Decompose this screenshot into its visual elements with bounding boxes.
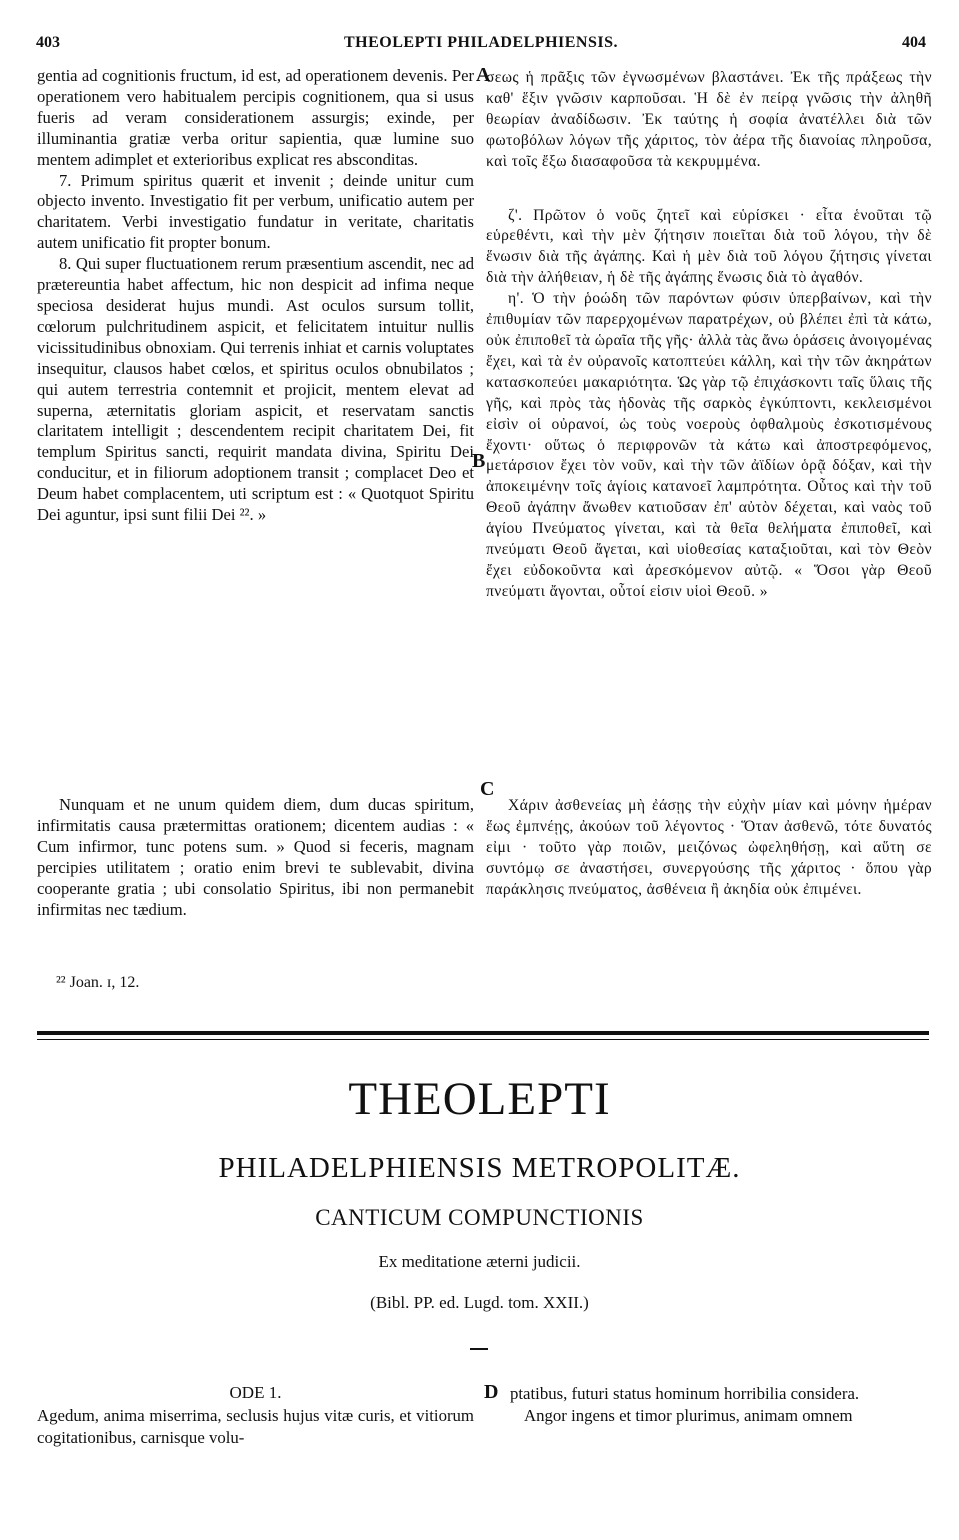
latin-paragraph-prayer: Nunquam et ne unum quidem diem, dum ducas spiritum, infirmitatis causa prætermittas orationem; dicentem audias : « Cum infirmor, tunc potens sum. » Quod si feceris, magnam percipies utilitatem ; oratio enim brevi te sublevabit, divina cooperante gratia ; ubi consolatio Spiritus, ibi non permanebit infirmitas nec tædium. — [37, 795, 474, 919]
greek-paragraph-7: ζ'. Πρῶτον ὁ νοῦς ζητεῖ καὶ εὑρίσκει · εἶτα ἑνοῦται τῷ εὑρεθέντι, καὶ τὴν μὲν ζήτησιν ποιεῖται διὰ τοῦ λόγου, τὴν δὲ ἕνωσιν διὰ τῆς ἀγάπης. Καὶ ἡ μὲν διὰ τοῦ λόγου ζήτησις γίνεται διὰ τὴν ἀλήθειαν, ἡ δὲ τῆς ἀγάπης ἕνωσις διὰ τὸ ἀγαθόν. — [486, 206, 932, 287]
title-subtitle-work: CANTICUM COMPUNCTIONIS — [315, 1205, 644, 1230]
margin-marker-d: D — [484, 1381, 499, 1403]
ode-heading: ODE 1. — [229, 1383, 282, 1402]
running-header — [36, 34, 926, 56]
section-rule-thin — [37, 1039, 929, 1040]
title-source-citation: (Bibl. PP. ed. Lugd. tom. XXII.) — [370, 1293, 589, 1312]
margin-marker-c: C — [480, 778, 495, 800]
title-subtitle-author: PHILADELPHIENSIS METROPOLITÆ. — [218, 1152, 741, 1184]
ode-latin-continuation — [510, 1383, 932, 1427]
latin-paragraph-8: 8. Qui super fluctuationem rerum præsentium ascendit, nec ad prætereuntia habet affectum, hic non despicit ad infima neque speciosa desiderat hujus mundi. Ast oculos sursum tollit, cœlorum pulchritudinem aspicit, et felicitatem intuitur nullis vicissitudinibus obnoxiam. Qui terrenis inhiat et carnis voluptates insequitur, clausos habet cœlos, et spiritus oculos obnubilatos ; qui autem terrestria contemnit et projicit, mentem elevat ad superna, æternitatis gloriam aspicit, et reservatam sanctis claritatem intelligit ; descendentem recipit charitatem Dei, fit templum Spiritus sancti, requirit mandata divina, Spiritu Dei conducitur, et in filiorum adoptionem transit ; complacet Deo et Deum habet complacentem, uti scriptum est : « Quotquot Spiritu Dei aguntur, ipsi sunt filii Dei ²². » — [37, 254, 474, 525]
ode-continuation-paragraph: Angor ingens et timor plurimus, animam omnem — [524, 1406, 853, 1425]
latin-column-upper — [37, 66, 474, 526]
title-subtitle-theme: Ex meditatione æterni judicii. — [378, 1252, 581, 1271]
page-number-right: 404 — [902, 34, 926, 51]
page-number-left: 403 — [36, 34, 60, 51]
ode-continuation-line: ptatibus, futuri status hominum horribilia considera. — [510, 1384, 860, 1403]
title-main: THEOLEPTI — [348, 1073, 611, 1125]
short-rule — [470, 1348, 488, 1350]
latin-paragraph-1: gentia ad cognitionis fructum, id est, ad operationem devenis. Per operationem vero habitualem percipis cognitionem, qua si usus fueris ad veram considerationem assurgis; exinde, per illuminantia gratiæ verba oritur sapientia, quæ lumine suo mentem adimplet et exterioribus explicat res absconditas. — [37, 66, 474, 169]
ode-latin-text: Agedum, anima miserrima, seclusis hujus vitæ curis, et vitiorum cogitationibus, carnisque volu- — [37, 1406, 474, 1447]
greek-column-upper — [486, 68, 932, 603]
footnote: ²² Joan. ɪ, 12. — [56, 974, 140, 991]
greek-paragraph-8: η'. Ὁ τὴν ῥοώδη τῶν παρόντων φύσιν ὑπερβαίνων, καὶ τὴν ἐπιθυμίαν τῶν παρερχομένων παρατρέχων, οὐ βλέπει ἐπὶ τὰ κάτω, οὐκ ἐπιποθεῖ τὰ ὡραῖα τῆς γῆς· ἀλλὰ τὰς ἄνω ὁράσεις ἀνοιγομένας ἔχει, καὶ τὰ ἐν οὐρανοῖς κατοπτεύει κάλλη, καὶ τὴν τῶν ἀκηράτων κατασκοπεύει μακαριότητα. Ὡς γὰρ τῷ ἐπιχάσκοντι ταῖς ὕλαις τῆς γῆς, καὶ πρὸς τὰς ἡδονὰς τῆς σαρκὸς ἐγκύπτοντι, κεκλεισμένοι εἰσὶν οἱ οὐρανοί, ὡς τοὺς νοεροὺς ὀφθαλμοὺς ἐσκοτισμένους ἔχοντι· οὕτως ὁ περιφρονῶν τὰ κάτω καὶ ἀποστρεφόμενος, μετάρσιον ἔχει τὸν νοῦν, καὶ τὴν τῶν ἀϊδίων ὁρᾷ δόξαν, καὶ τὴν ἀποκειμένην τοῖς ἁγίοις κατανοεῖ λαμπρότητα. Οὗτος καὶ τὴν τοῦ Θεοῦ ἀγάπην ἄνωθεν κατιοῦσαν ἐπ' αὐτὸν δέχεται, καὶ ναὸς τοῦ ἁγίου Πνεύματος γίνεται, καὶ τὰ θεῖα θελήματα ἐπιποθεῖ, καὶ πνεύματι Θεοῦ ἄγεται, καὶ υἱοθεσίας καταξιοῦται, καὶ τὸν Θεὸν ἔχει εὐδοκοῦντα καὶ ἀρεσκόμενον αὐτῷ. « Ὅσοι γὰρ Θεοῦ πνεύματι ἄγονται, οὗτοί εἰσιν υἱοὶ Θεοῦ. » — [486, 290, 932, 600]
section-rule-thick — [37, 1031, 929, 1035]
greek-paragraph-prayer: Χάριν ἀσθενείας μὴ ἐάσῃς τὴν εὐχὴν μίαν καὶ μόνην ἡμέραν ἕως ἐμπνέῃς, ἀκούων τοῦ λέγοντος · Ὅταν ἀσθενῶ, τότε δυνατός εἰμι · τοῦτο γὰρ ποιῶν, μειζόνως ὠφεληθήσῃ, καὶ αὕτη σε συντόμῳ σε ἀναστήσει, συνεργούσης τῆς χάριτος · ὅπου γὰρ παράκλησις πνεύματος, ἀσθένεια ἢ ἀκηδία οὐκ ἐπιμένει. — [486, 797, 932, 898]
margin-marker-b: B — [472, 450, 486, 472]
latin-paragraph-7: 7. Primum spiritus quærit et invenit ; deinde unitur cum objecto invento. Investigatio fit per verbum, unificatio autem per charitatem. Verbi investigatio fundatur in veritate, charitatis autem unificatio fit propter bonum. — [37, 170, 474, 253]
greek-paragraph-1: σεως ἡ πρᾶξις τῶν ἐγνωσμένων βλαστάνει. Ἐκ τῆς πράξεως τὴν καθ' ἕξιν γνῶσιν καρποῦσαι. Ἡ δὲ ἐν πείρᾳ γνῶσις τὴν ἀληθῆ θεωρίαν ἀναδίδωσιν. Ἐκ ταύτης ἡ σοφία ἀνατέλλει διὰ τῶν φωτοβόλων λόγων τῆς χάριτος, τὸν ἀέρα τῆς διανοίας πληροῦσα, καὶ τοῖς ἔξω διασαφοῦσα τὰ κεκρυμμένα. — [486, 69, 932, 170]
running-title: THEOLEPTI PHILADELPHIENSIS. — [343, 34, 618, 51]
margin-marker-a: A — [476, 64, 491, 86]
